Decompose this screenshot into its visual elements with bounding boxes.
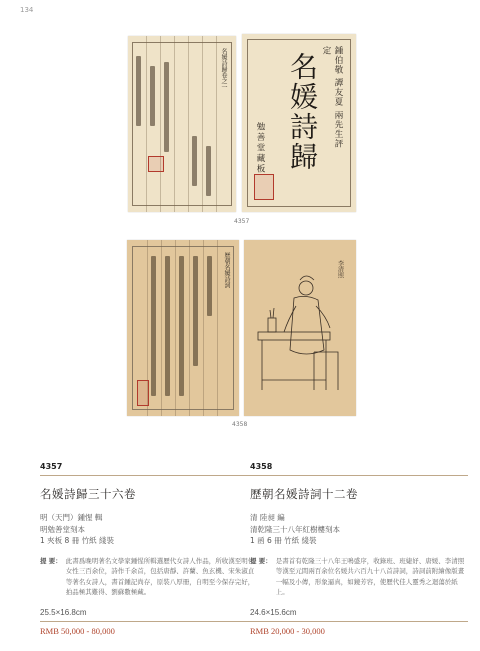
lot-4357	[40, 462, 258, 636]
red-seal-icon	[254, 174, 274, 200]
red-seal-icon	[148, 156, 164, 172]
plate-4357-title-page	[242, 34, 356, 212]
plate-4358-left-header: 歷朝名媛詩詞	[223, 252, 230, 288]
lot-meta-line: 清乾隆三十八年紅樹樓刻本	[250, 524, 340, 534]
lot-title: 歷朝名媛詩詞十二卷	[250, 487, 358, 501]
description-text: 此書爲晚明著名文學家鍾惺所輯選歷代女詩人作品，所收漢至明代女性三百余位，詩作千余首，包括唐靜、許蘭、魚玄機、宋朱淑貞等著名女詩人，書首鍾記尚存，原裝八厚冊，自明至今保存完好，拍品極其難得、劉蘇數極藏。	[65, 556, 255, 596]
red-seal-icon	[137, 380, 149, 406]
lot-meta-line: 明（天門）鍾惺 輯	[40, 513, 103, 522]
plate-4358-left-page	[127, 240, 239, 416]
portrait-illustration	[244, 240, 356, 416]
lot-meta-line: 1 函 6 冊 竹紙 綫裝	[250, 536, 317, 545]
caption-4358: 4358	[232, 421, 248, 428]
svg-text:李清照: 李清照	[336, 260, 344, 278]
plate-4357-side-text: 鍾伯敬 譚友夏 兩先生評定	[321, 46, 343, 149]
lot-meta	[40, 512, 258, 547]
lot-meta	[250, 512, 468, 547]
description-label: 提 要：	[40, 556, 62, 565]
plate-4357-left-page	[128, 36, 236, 212]
description-text: 是書首有乾隆三十八年王鳴盛序，收錄班、班婕妤、唐媛、李清照等漢至元間兩百余位名媛共六百九十八首詩詞，詩詞前附繪像版畫一幅及小傳，形象逼真，如鏡芳容，使歷代佳人靈秀之迴蕩於紙上。	[275, 556, 465, 596]
lot-meta-line: 清 陸昶 編	[250, 513, 285, 522]
caption-4357: 4357	[234, 218, 250, 225]
lot-estimate: RMB 50,000 - 80,000	[40, 625, 115, 636]
lot-meta-line: 明勉善堂刻本	[40, 524, 85, 534]
description-label: 提 要：	[250, 556, 272, 565]
plate-4358-portrait-page	[244, 240, 356, 416]
page-number: 134	[20, 6, 34, 14]
lot-number: 4357	[40, 462, 258, 476]
lot-description	[250, 556, 468, 598]
plate-4357-left-header: 名媛詩歸卷之一	[220, 48, 227, 90]
lot-title: 名媛詩歸三十六卷	[40, 487, 136, 501]
lot-estimate: RMB 20,000 - 30,000	[250, 625, 325, 636]
plate-4357-book-title: 名媛詩歸	[286, 52, 319, 172]
lot-meta-line: 1 夾板 8 冊 竹紙 綫裝	[40, 536, 114, 545]
lot-description	[40, 556, 258, 598]
lot-4358	[250, 462, 468, 636]
lot-size: 24.6×15.6cm	[250, 608, 468, 622]
lot-size: 25.5×16.8cm	[40, 608, 258, 622]
lot-number: 4358	[250, 462, 468, 476]
plate-4357-publisher: 勉善堂藏板	[255, 122, 265, 175]
